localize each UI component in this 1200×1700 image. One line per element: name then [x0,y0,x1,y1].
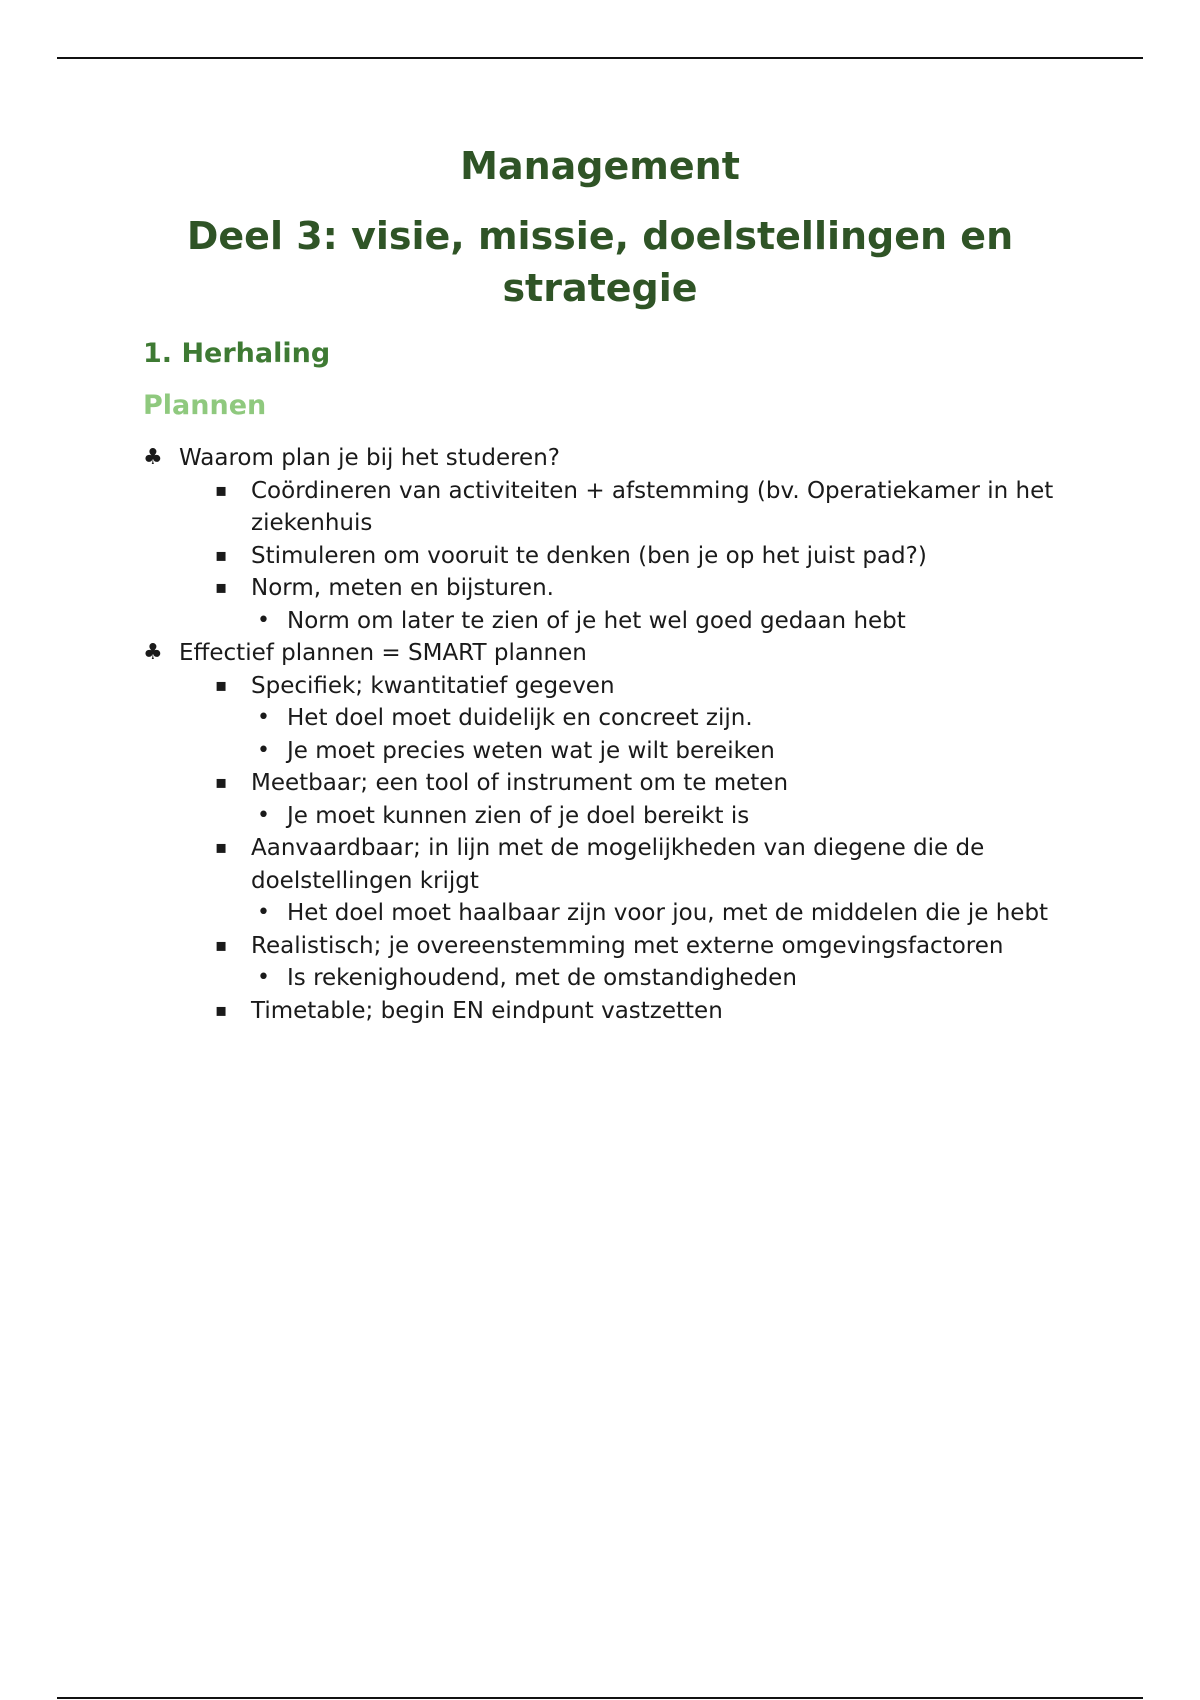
dot-bullet-icon: • [257,802,270,828]
list-item-text: Je moet kunnen zien of je doel bereikt is [287,802,750,829]
list-item-text: Aanvaardbaar; in lijn met de mogelijkheden van diegene die de doelstellingen krijgt [251,835,985,894]
square-bullet-icon: ▪ [215,479,228,501]
square-bullet-icon: ▪ [215,577,228,598]
list-item-text: Norm om later te zien of je het wel goed gedaan hebt [287,607,906,634]
list-item-text: Coördineren van activiteiten + afstemming (bv. Operatiekamer in het ziekenhuis [251,477,1054,536]
dot-bullet-icon: • [257,607,270,633]
list-item [215,832,1057,897]
list-item [143,442,1057,475]
list-item-text: Specifiek; kwantitatief gegeven [251,672,615,699]
club-bullet-icon: ♣ [143,640,163,665]
list-item-text: Het doel moet duidelijk en concreet zijn. [287,705,753,731]
list-item [251,605,1057,638]
square-bullet-icon: ▪ [215,934,228,956]
dot-bullet-icon: • [257,737,270,763]
subsection-heading: Plannen [143,390,267,421]
list-item [215,670,1057,703]
list-item [251,897,1057,930]
dot-bullet-icon: • [257,900,270,925]
list-item [215,572,1057,605]
list-item-text: Meetbaar; een tool of instrument om te meten [251,770,789,796]
list-item [215,475,1057,540]
list-item [251,702,1057,735]
list-item [215,540,1057,573]
list-item-text: Je moet precies weten wat je wilt bereiken [287,737,775,764]
square-bullet-icon: ▪ [215,999,228,1021]
dot-bullet-icon: • [257,705,270,730]
list-item-text: Het doel moet haalbaar zijn voor jou, met de middelen die je hebt [287,900,1049,926]
list-item-text: Stimuleren om vooruit te denken (ben je op het juist pad?) [251,542,927,569]
section-heading: 1. Herhaling [143,338,331,369]
list-item-text: Realistisch; je overeenstemming met externe omgevingsfactoren [251,932,1004,959]
square-bullet-icon: ▪ [215,837,228,858]
list-item-text: Timetable; begin EN eindpunt vastzetten [251,997,723,1024]
document-title: Management [460,144,740,188]
square-bullet-icon: ▪ [215,772,228,793]
bottom-rule [57,1697,1143,1699]
list-item [215,767,1057,800]
list-item-text: Norm, meten en bijsturen. [251,575,554,601]
list-item-text: Effectief plannen = SMART plannen [179,640,587,666]
list-item [251,735,1057,768]
list-item-text: Waarom plan je bij het studeren? [179,445,560,471]
list-item [143,637,1057,670]
club-bullet-icon: ♣ [143,445,163,470]
square-bullet-icon: ▪ [215,674,228,696]
list-item-text: Is rekenighoudend, met de omstandigheden [287,965,797,991]
list-item [251,962,1057,995]
list-item [215,995,1057,1028]
bullet-outline [143,442,1057,1027]
list-item [251,800,1057,833]
top-rule [57,57,1143,59]
list-item [215,930,1057,963]
document-subtitle: Deel 3: visie, missie, doelstellingen en strategie [186,214,1014,310]
dot-bullet-icon: • [257,965,270,990]
square-bullet-icon: ▪ [215,544,228,566]
